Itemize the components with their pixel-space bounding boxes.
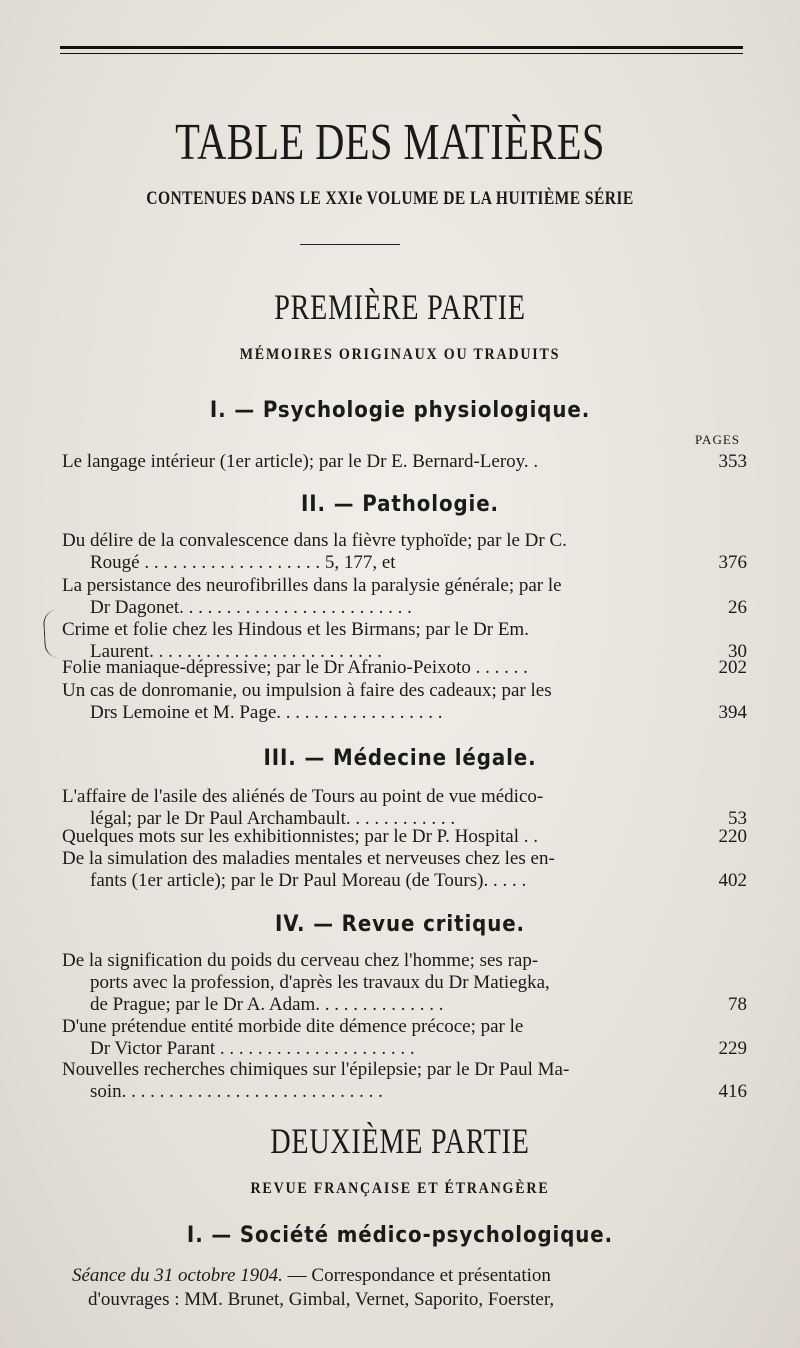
toc-page-number: 220 [718, 826, 747, 847]
toc-entry-text: L'affaire de l'asile des aliénés de Tours au point de vue médico- [62, 786, 544, 807]
toc-page-number: 30 [728, 641, 747, 662]
toc-entry-text: Drs Lemoine et M. Page. . . . . . . . . . . . . . . . . . [90, 702, 443, 723]
toc-entry-line [62, 1016, 747, 1038]
seance-line-2 [72, 1289, 752, 1311]
part1-subtitle: MÉMOIRES ORIGINAUX OU TRADUITS [239, 346, 561, 363]
part2-section-heading: I. — Société médico-psychologique. [186, 1223, 614, 1248]
toc-page-number: 229 [718, 1038, 747, 1059]
toc-page-number: 353 [718, 451, 747, 472]
top-rule-thick [60, 46, 743, 49]
toc-entry-line [62, 1081, 747, 1103]
toc-entry-text: ports avec la profession, d'après les travaux du Dr Matiegka, [90, 972, 550, 993]
toc-entry-line [62, 680, 747, 702]
toc-entry-text: De la simulation des maladies mentales et nerveuses chez les en- [62, 848, 555, 869]
toc-entry-text: Crime et folie chez les Hindous et les Birmans; par le Dr Em. [62, 619, 529, 640]
toc-entry-line [62, 1059, 747, 1081]
seance-line-1 [72, 1265, 752, 1287]
part2-title: DEUXIÈME PARTIE [270, 1121, 530, 1161]
toc-entry-line [62, 826, 747, 848]
toc-entry-line [62, 530, 747, 552]
margin-bracket [43, 610, 62, 659]
toc-page-number: 394 [718, 702, 747, 723]
toc-page-number: 78 [728, 994, 747, 1015]
toc-entry-text: fants (1er article); par le Dr Paul Moreau (de Tours). . . . . [90, 870, 527, 891]
toc-entry-text: soin. . . . . . . . . . . . . . . . . . . . . . . . . . . . [90, 1081, 383, 1102]
toc-page-number: 376 [718, 552, 747, 573]
toc-page-number: 416 [718, 1081, 747, 1102]
toc-entry-text: Un cas de donromanie, ou impulsion à faire des cadeaux; par les [62, 680, 552, 701]
toc-entry-text: Laurent. . . . . . . . . . . . . . . . . . . . . . . . . [90, 641, 382, 662]
toc-page-number: 53 [728, 808, 747, 829]
seance-label: Séance du 31 octobre 1904. [72, 1265, 283, 1286]
section-heading: III. — Médecine légale. [263, 746, 537, 771]
toc-entry-line [62, 786, 747, 808]
volume-subtitle: CONTENUES DANS LE XXIe VOLUME DE LA HUITIÈME SÉRIE [146, 188, 634, 209]
toc-entry-line [62, 575, 747, 597]
toc-entry-line [62, 552, 747, 574]
toc-entry-line [62, 870, 747, 892]
pages-label: PAGES [695, 432, 740, 447]
toc-entry-line [62, 657, 747, 679]
toc-entry-line [62, 1038, 747, 1060]
toc-entry-text: De la signification du poids du cerveau chez l'homme; ses rap- [62, 950, 539, 971]
toc-entry-text: Le langage intérieur (1er article); par le Dr E. Bernard-Leroy. . [62, 451, 539, 472]
toc-entry-line [62, 848, 747, 870]
toc-entry-line [62, 451, 747, 473]
section-heading: I. — Psychologie physiologique. [209, 398, 591, 423]
seance-text: — Correspondance et présentation [287, 1265, 551, 1286]
section-heading: IV. — Revue critique. [275, 912, 525, 937]
toc-entry-line [62, 597, 747, 619]
toc-entry-line [62, 950, 747, 972]
toc-entry-line [62, 702, 747, 724]
section-heading: II. — Pathologie. [301, 492, 499, 517]
toc-entry-text: Dr Victor Parant . . . . . . . . . . . . . . . . . . . . . [90, 1038, 415, 1059]
toc-entry-line [62, 994, 747, 1016]
toc-entry-text: de Prague; par le Dr A. Adam. . . . . . . . . . . . . . [90, 994, 444, 1015]
toc-page-number: 202 [718, 657, 747, 678]
toc-entry-text: Dr Dagonet. . . . . . . . . . . . . . . . . . . . . . . . . [90, 597, 412, 618]
toc-entry-line [62, 972, 747, 994]
toc-page-number: 402 [718, 870, 747, 891]
toc-entry-text: La persistance des neurofibrilles dans la paralysie générale; par le [62, 575, 562, 596]
toc-entry-text: Quelques mots sur les exhibitionnistes; par le Dr P. Hospital . . [62, 826, 539, 847]
toc-entry-line [62, 619, 747, 641]
page-title: TABLE DES MATIÈRES [175, 114, 605, 171]
toc-entry-text: Du délire de la convalescence dans la fièvre typhoïde; par le Dr C. [62, 530, 567, 551]
toc-entry-text: Folie maniaque-dépressive; par le Dr Afranio-Peixoto . . . . . . [62, 657, 528, 678]
toc-entry-text: légal; par le Dr Paul Archambault. . . . . . . . . . . . [90, 808, 456, 829]
toc-page-number: 26 [728, 597, 747, 618]
seance-line2: d'ouvrages : MM. Brunet, Gimbal, Vernet, Saporito, Foerster, [88, 1289, 555, 1310]
toc-entry-text: Rougé . . . . . . . . . . . . . . . . . . . 5, 177, et [90, 552, 396, 573]
part2-subtitle: REVUE FRANÇAISE ET ÉTRANGÈRE [250, 1180, 550, 1197]
part1-title: PREMIÈRE PARTIE [274, 287, 526, 327]
toc-entry-text: D'une prétendue entité morbide dite démence précoce; par le [62, 1016, 524, 1037]
top-rule-thin [60, 53, 743, 54]
toc-entry-text: Nouvelles recherches chimiques sur l'épilepsie; par le Dr Paul Ma- [62, 1059, 570, 1080]
divider-rule [300, 244, 400, 245]
